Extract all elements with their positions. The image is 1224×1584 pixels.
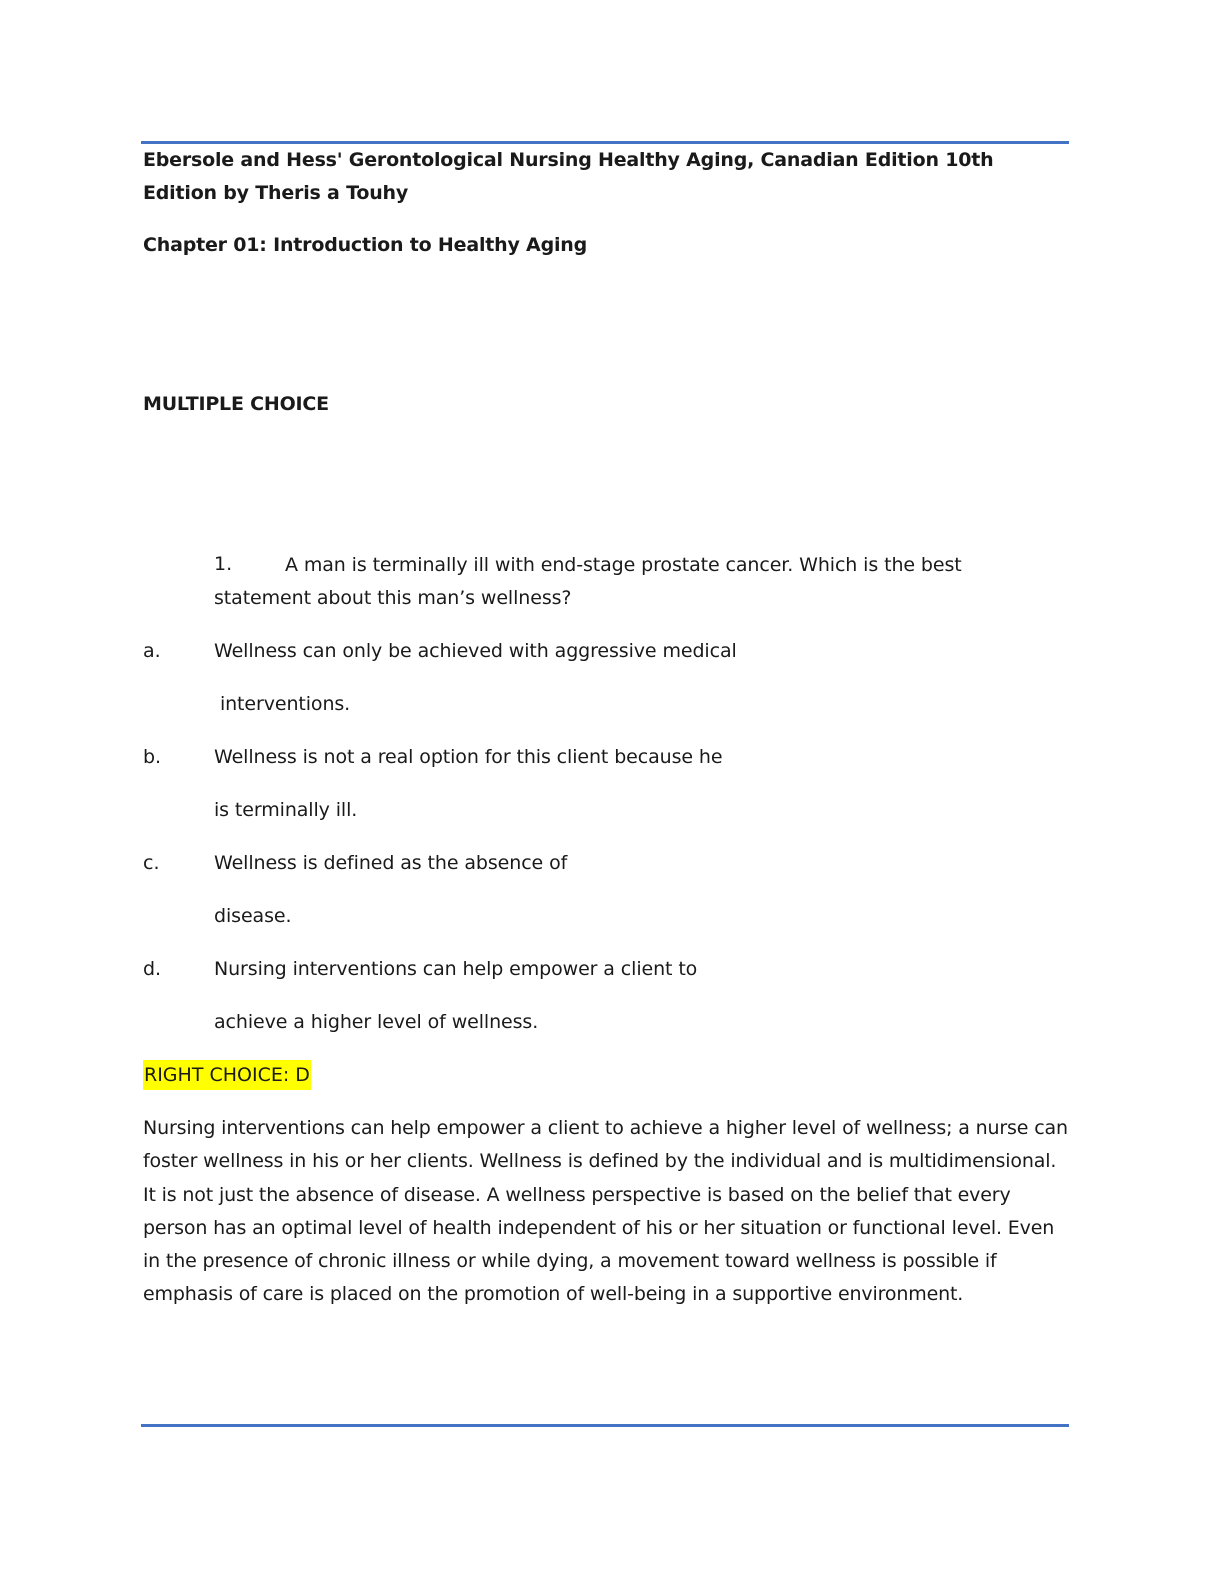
option-a-line2: interventions. — [214, 693, 351, 715]
option-b-line1: Wellness is not a real option for this client because he — [214, 746, 723, 768]
option-d-line2: achieve a higher level of wellness. — [214, 1011, 539, 1033]
question-number: 1. — [214, 553, 233, 575]
option-b-letter: b. — [143, 746, 162, 768]
rationale-paragraph: Nursing interventions can help empower a client to achieve a higher level of wellness; a nurse can foster wellness in his or her clients. Wellness is defined by the individual and is multidimensional. It is not just the absence of disease. A wellness perspective is based on the belief that every person has an optimal level of health independent of his or her situation or functional level. Even in the presence of chronic illness or while dying, a movement toward wellness is possible if emphasis of care is placed on the promotion of well-being in a supportive environment. — [143, 1117, 1068, 1306]
option-b-line2: is terminally ill. — [214, 799, 358, 821]
option-a-line1: Wellness can only be achieved with aggressive medical — [214, 640, 737, 662]
option-a-letter: a. — [143, 640, 161, 662]
option-c-line2: disease. — [214, 905, 292, 927]
book-title: Ebersole and Hess' Gerontological Nursing Healthy Aging, Canadian Edition 10th Edition by Theris a Touhy — [143, 149, 994, 204]
option-c-line1: Wellness is defined as the absence of — [214, 852, 568, 874]
option-c-letter: c. — [143, 852, 160, 874]
question-text: A man is terminally ill with end-stage prostate cancer. Which is the best statement about this man’s wellness? — [214, 554, 962, 609]
option-d-line1: Nursing interventions can help empower a client to — [214, 958, 698, 980]
right-choice-highlight: RIGHT CHOICE: D — [143, 1060, 311, 1090]
option-d-letter: d. — [143, 958, 162, 980]
chapter-title: Chapter 01: Introduction to Healthy Aging — [143, 234, 588, 256]
section-title: MULTIPLE CHOICE — [143, 393, 329, 415]
bottom-horizontal-rule — [141, 1424, 1069, 1427]
